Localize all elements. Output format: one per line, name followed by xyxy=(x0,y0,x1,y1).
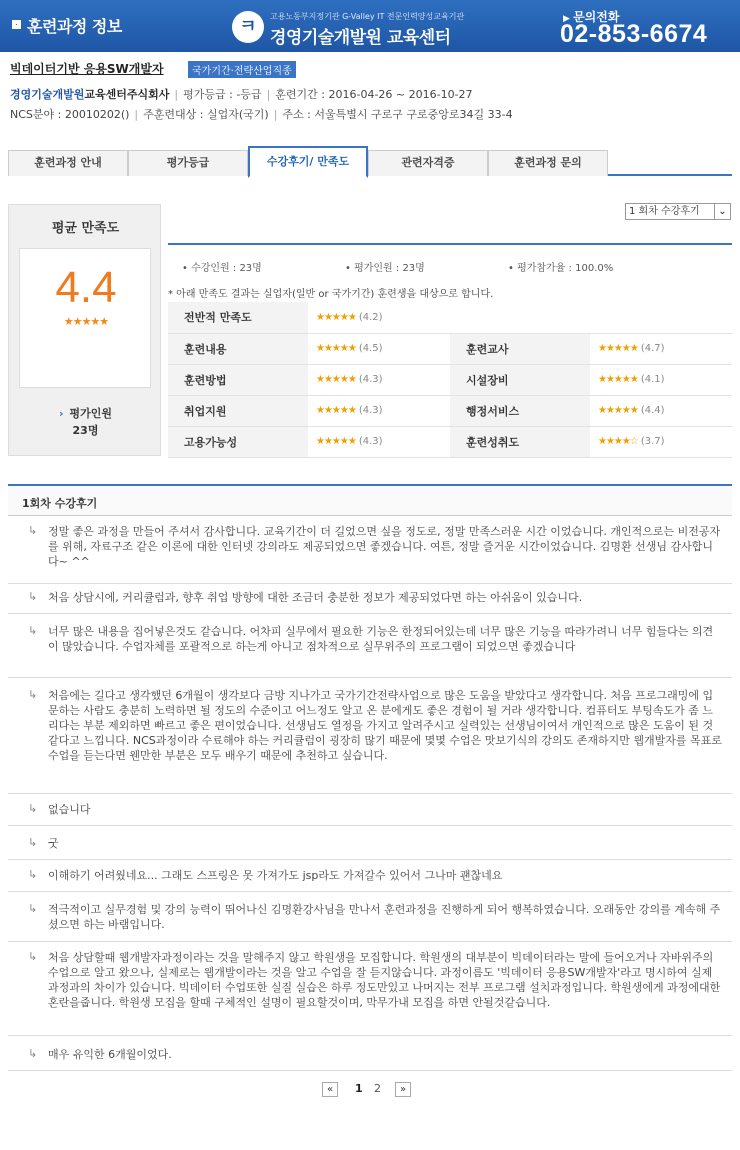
rating-label: 행정서비스 xyxy=(450,395,590,426)
ncs-text: NCS분야 : 20010202() xyxy=(10,108,130,121)
review-text: 처음 상담할때 웹개발자과정이라는 것을 말해주지 않고 학원생을 모집합니다. 학원생의 대부분이 빅데이터라는 말에 들어오거나 자바위주의 수업으로 알고 왔으나, 실제로는 웹개발이라는 것을 알고 수업을 잘 듣지않습니다. 과정이름도 '빅데이터 응용SW개발자'라고 명시하여 실제 과정과의 차이가 있습니다. 빅데이터 수업또한 실질 실습은 하루 정도만있고 나머지는 전부 프로그램 설치과정입니다. 학원생에게 과정에대한 혼란을줍니다. 학원생 모집을 할때 구체적인 설명이 필요할것이며, 막무가내 모집을 하면 안될것같습니다. xyxy=(48,951,721,1009)
review-item xyxy=(8,1047,732,1071)
chevron-down-icon[interactable]: ⌄ xyxy=(714,204,730,219)
section-title: 훈련과정 정보 xyxy=(27,17,122,36)
star-rating-icon: ★★★★★ xyxy=(316,343,356,354)
tab-certificates[interactable]: 관련자격증 xyxy=(368,150,488,176)
org-name-rest: 교육센터주식회사 xyxy=(84,88,170,101)
course-badge: 국가기간·전략산업직종 xyxy=(188,61,296,78)
star-rating-icon: ★★★★★ xyxy=(316,436,356,447)
rating-row xyxy=(168,302,732,333)
tab-course-info[interactable]: 훈련과정 안내 xyxy=(8,150,128,176)
rating-value xyxy=(590,333,732,364)
review-text: 이해하기 어려웠네요... 그래도 스프링은 못 가져가도 jsp라도 가져갈수 있어서 그나마 괜찮네요 xyxy=(48,869,503,882)
rating-label: 훈련성취도 xyxy=(450,426,590,457)
rating-row xyxy=(168,426,732,457)
eval-label-row xyxy=(9,405,162,421)
chevron-right-icon: › xyxy=(58,407,64,420)
avg-score-panel xyxy=(19,248,151,388)
star-rating-icon: ★★★★★ xyxy=(598,405,638,416)
review-text: 너무 많은 내용을 집어넣은것도 같습니다. 어차피 실무에서 필요한 기능은 한정되어있는데 너무 많은 기능을 따라가려니 너무 힘들다는 의견이 많았습니다. 수업자체를 포괄적으로 하는게 아니고 점차적으로 실무위주의 프로그램이 되었으면 좋겠습니다 xyxy=(48,625,714,653)
rating-score: (4.2) xyxy=(358,311,383,323)
rating-note: * 아래 만족도 결과는 실업자(일반 or 국가기간) 훈련생을 대상으로 합니다. xyxy=(168,289,494,300)
reply-arrow-icon: ↳ xyxy=(28,950,38,963)
avg-title: 평균 만족도 xyxy=(51,221,120,236)
top-header xyxy=(0,0,740,52)
rating-label: 훈련내용 xyxy=(168,333,308,364)
reply-arrow-icon: ↳ xyxy=(28,902,38,915)
reviews-header xyxy=(8,484,732,516)
participation-rate: • 평가참가율 : 100.0% xyxy=(508,259,613,274)
reply-arrow-icon: ↳ xyxy=(28,1047,38,1060)
star-rating-icon: ★★★★★ xyxy=(598,343,638,354)
grade-text: 평가등급 : -등급 xyxy=(183,88,262,101)
rating-row xyxy=(168,395,732,426)
page-1[interactable]: 1 xyxy=(355,1082,363,1095)
rating-value xyxy=(308,333,450,364)
org-subtitle: 고용노동부지정기관 G-Valley IT 전문인력양성교육기관 xyxy=(270,12,465,21)
org-name-link[interactable]: 경영기술개발원 xyxy=(10,88,85,101)
tab-inquiry[interactable]: 훈련과정 문의 xyxy=(488,150,608,176)
star-rating-icon: ★★★★★ xyxy=(598,374,638,385)
rating-score: (4.3) xyxy=(358,374,383,385)
period-text: 훈련기간 : 2016-04-26 ~ 2016-10-27 xyxy=(275,88,473,101)
review-text: 적극적이고 실무경험 및 강의 능력이 뛰어나신 김명환강사님을 만나서 훈련과정을 진행하게 되어 행복하였습니다. 오래동안 강의를 계속해 주셨으면 하는 바램입니다. xyxy=(48,903,721,931)
rating-label: 취업지원 xyxy=(168,395,308,426)
prev-page-icon[interactable]: « xyxy=(322,1082,338,1097)
target-text: 주훈련대상 : 실업자(국기) xyxy=(143,108,269,121)
address-text: 주소 : 서울특별시 구로구 구로중앙로34길 33-4 xyxy=(282,108,513,121)
rating-score: (3.7) xyxy=(640,436,665,447)
course-title[interactable]: 빅데이터기반 응용SW개발자 xyxy=(10,62,164,76)
phone-number: 02-853-6674 xyxy=(560,20,708,48)
rating-label: 전반적 만족도 xyxy=(168,302,308,333)
rating-score: (4.7) xyxy=(640,343,665,354)
review-item xyxy=(8,836,732,860)
tab-reviews[interactable]: 수강후기/ 만족도 xyxy=(248,146,368,178)
review-text: 굿 xyxy=(48,837,59,850)
rating-score: (4.1) xyxy=(640,374,665,385)
review-item xyxy=(8,950,732,1036)
rating-label: 훈련교사 xyxy=(450,333,590,364)
review-item xyxy=(8,624,732,678)
rating-value xyxy=(308,364,450,395)
rating-row xyxy=(168,333,732,364)
star-rating-icon: ★★★★☆ xyxy=(598,436,638,447)
review-item xyxy=(8,524,732,584)
review-item xyxy=(8,590,732,614)
tab-bar xyxy=(8,148,732,176)
rating-score: (4.3) xyxy=(358,405,383,416)
review-item xyxy=(8,802,732,826)
enrolled-count: • 수강인원 : 23명 xyxy=(182,259,262,274)
next-page-icon[interactable]: » xyxy=(395,1082,411,1097)
ratings-table xyxy=(168,302,732,458)
rating-value xyxy=(308,302,732,333)
rating-label: 훈련방법 xyxy=(168,364,308,395)
review-text: 없습니다 xyxy=(48,803,91,816)
rating-label: 고용가능성 xyxy=(168,426,308,457)
course-info-line-1: 경영기술개발원교육센터주식회사 | 평가등급 : -등급 | 훈련기간 : 2016-04-26 ~ 2016-10-27 xyxy=(10,88,473,101)
review-item xyxy=(8,902,732,942)
review-text: 매우 유익한 6개월이었다. xyxy=(48,1048,172,1061)
star-rating-icon: ★★★★★ xyxy=(316,374,356,385)
reviews-title: 1회차 수강후기 xyxy=(22,497,98,510)
review-text: 정말 좋은 과정을 만들어 주셔서 감사합니다. 교육기간이 더 길었으면 싶을 정도로, 정말 만족스러운 시간 이었습니다. 개인적으로는 비전공자를 위해, 자료구조 같은 이론에 대한 인터넷 강의라도 제공되었으면 좋겠습니다. 여튼, 정말 즐거운 시간이었습니다. 김명환 선생님 감사합니다~ ^^ xyxy=(48,525,721,568)
inquiry-label: ▶ 문의전화 xyxy=(563,8,619,25)
rating-value xyxy=(590,395,732,426)
rating-score: (4.4) xyxy=(640,405,665,416)
rating-value xyxy=(590,364,732,395)
review-text: 처음에는 길다고 생각했던 6개월이 생각보다 금방 지나가고 국가기간전략사업으로 많은 도움을 받았다고 생각합니다. 처음 프로그래밍에 입문하는 사람도 충분히 노력하면 될 정도의 수준이고 어느정도 알고 온 분에게도 좋은 경험이 될 거라 생각합니다. 컴퓨터도 부팅속도가 좀 느리다는 부분 제외하면 빠르고 좋은 편이었습니다. 선생님도 열정을 가지고 알려주시고 실력있는 선생님이여서 개인적으로 많은 도움이 된 것 같다고 느낍니다. NCS과정이라 수료해야 하는 커리큘럼이 굉장히 많기 때문에 몇몇 수업은 맛보기식의 강의도 존재하지만 웹개발자를 목표로 수업을 듣는다면 웬만한 부분은 모두 배우기 때문에 추천하고 싶습니다. xyxy=(48,689,722,762)
reply-arrow-icon: ↳ xyxy=(28,836,38,849)
course-info-line-2: NCS분야 : 20010202() | 주훈련대상 : 실업자(국기) | 주소 : 서울특별시 구로구 구로중앙로34길 33-4 xyxy=(10,108,513,121)
reply-arrow-icon: ↳ xyxy=(28,590,38,603)
reply-arrow-icon: ↳ xyxy=(28,868,38,881)
reply-arrow-icon: ↳ xyxy=(28,624,38,637)
average-satisfaction-box xyxy=(8,204,161,456)
square-bullet-icon xyxy=(12,20,21,29)
reply-arrow-icon: ↳ xyxy=(28,802,38,815)
tab-grade[interactable]: 평가등급 xyxy=(128,150,248,176)
page-2[interactable]: 2 xyxy=(374,1082,381,1095)
review-item xyxy=(8,688,732,794)
reply-arrow-icon: ↳ xyxy=(28,688,38,701)
rating-score: (4.5) xyxy=(358,343,383,354)
org-name: 경영기술개발원 교육센터 xyxy=(270,28,451,48)
star-rating-icon: ★★★★★ xyxy=(316,311,356,323)
round-select-value: 1 회차 수강후기 xyxy=(629,206,700,217)
star-rating-icon: ★★★★★ xyxy=(316,405,356,416)
stats-divider xyxy=(168,243,732,245)
review-text: 처음 상담시에, 커리큘럼과, 향후 취업 방향에 대한 조금더 충분한 정보가 제공되었다면 하는 아쉬움이 있습니다. xyxy=(48,591,583,604)
rating-label: 시설장비 xyxy=(450,364,590,395)
round-select[interactable] xyxy=(625,203,731,220)
org-logo-icon: ㅋ xyxy=(232,11,264,43)
eval-count: 23명 xyxy=(72,424,99,437)
eval-label: 평가인원 xyxy=(69,407,113,420)
rating-value xyxy=(308,395,450,426)
rating-row xyxy=(168,364,732,395)
rating-value xyxy=(308,426,450,457)
avg-stars-icon: ★★★★★ xyxy=(63,315,109,328)
avg-score: 4.4 xyxy=(55,263,117,312)
rating-score: (4.3) xyxy=(358,436,383,447)
reply-arrow-icon: ↳ xyxy=(28,524,38,537)
evaluator-count: • 평가인원 : 23명 xyxy=(345,259,425,274)
rating-value xyxy=(590,426,732,457)
review-item xyxy=(8,868,732,892)
